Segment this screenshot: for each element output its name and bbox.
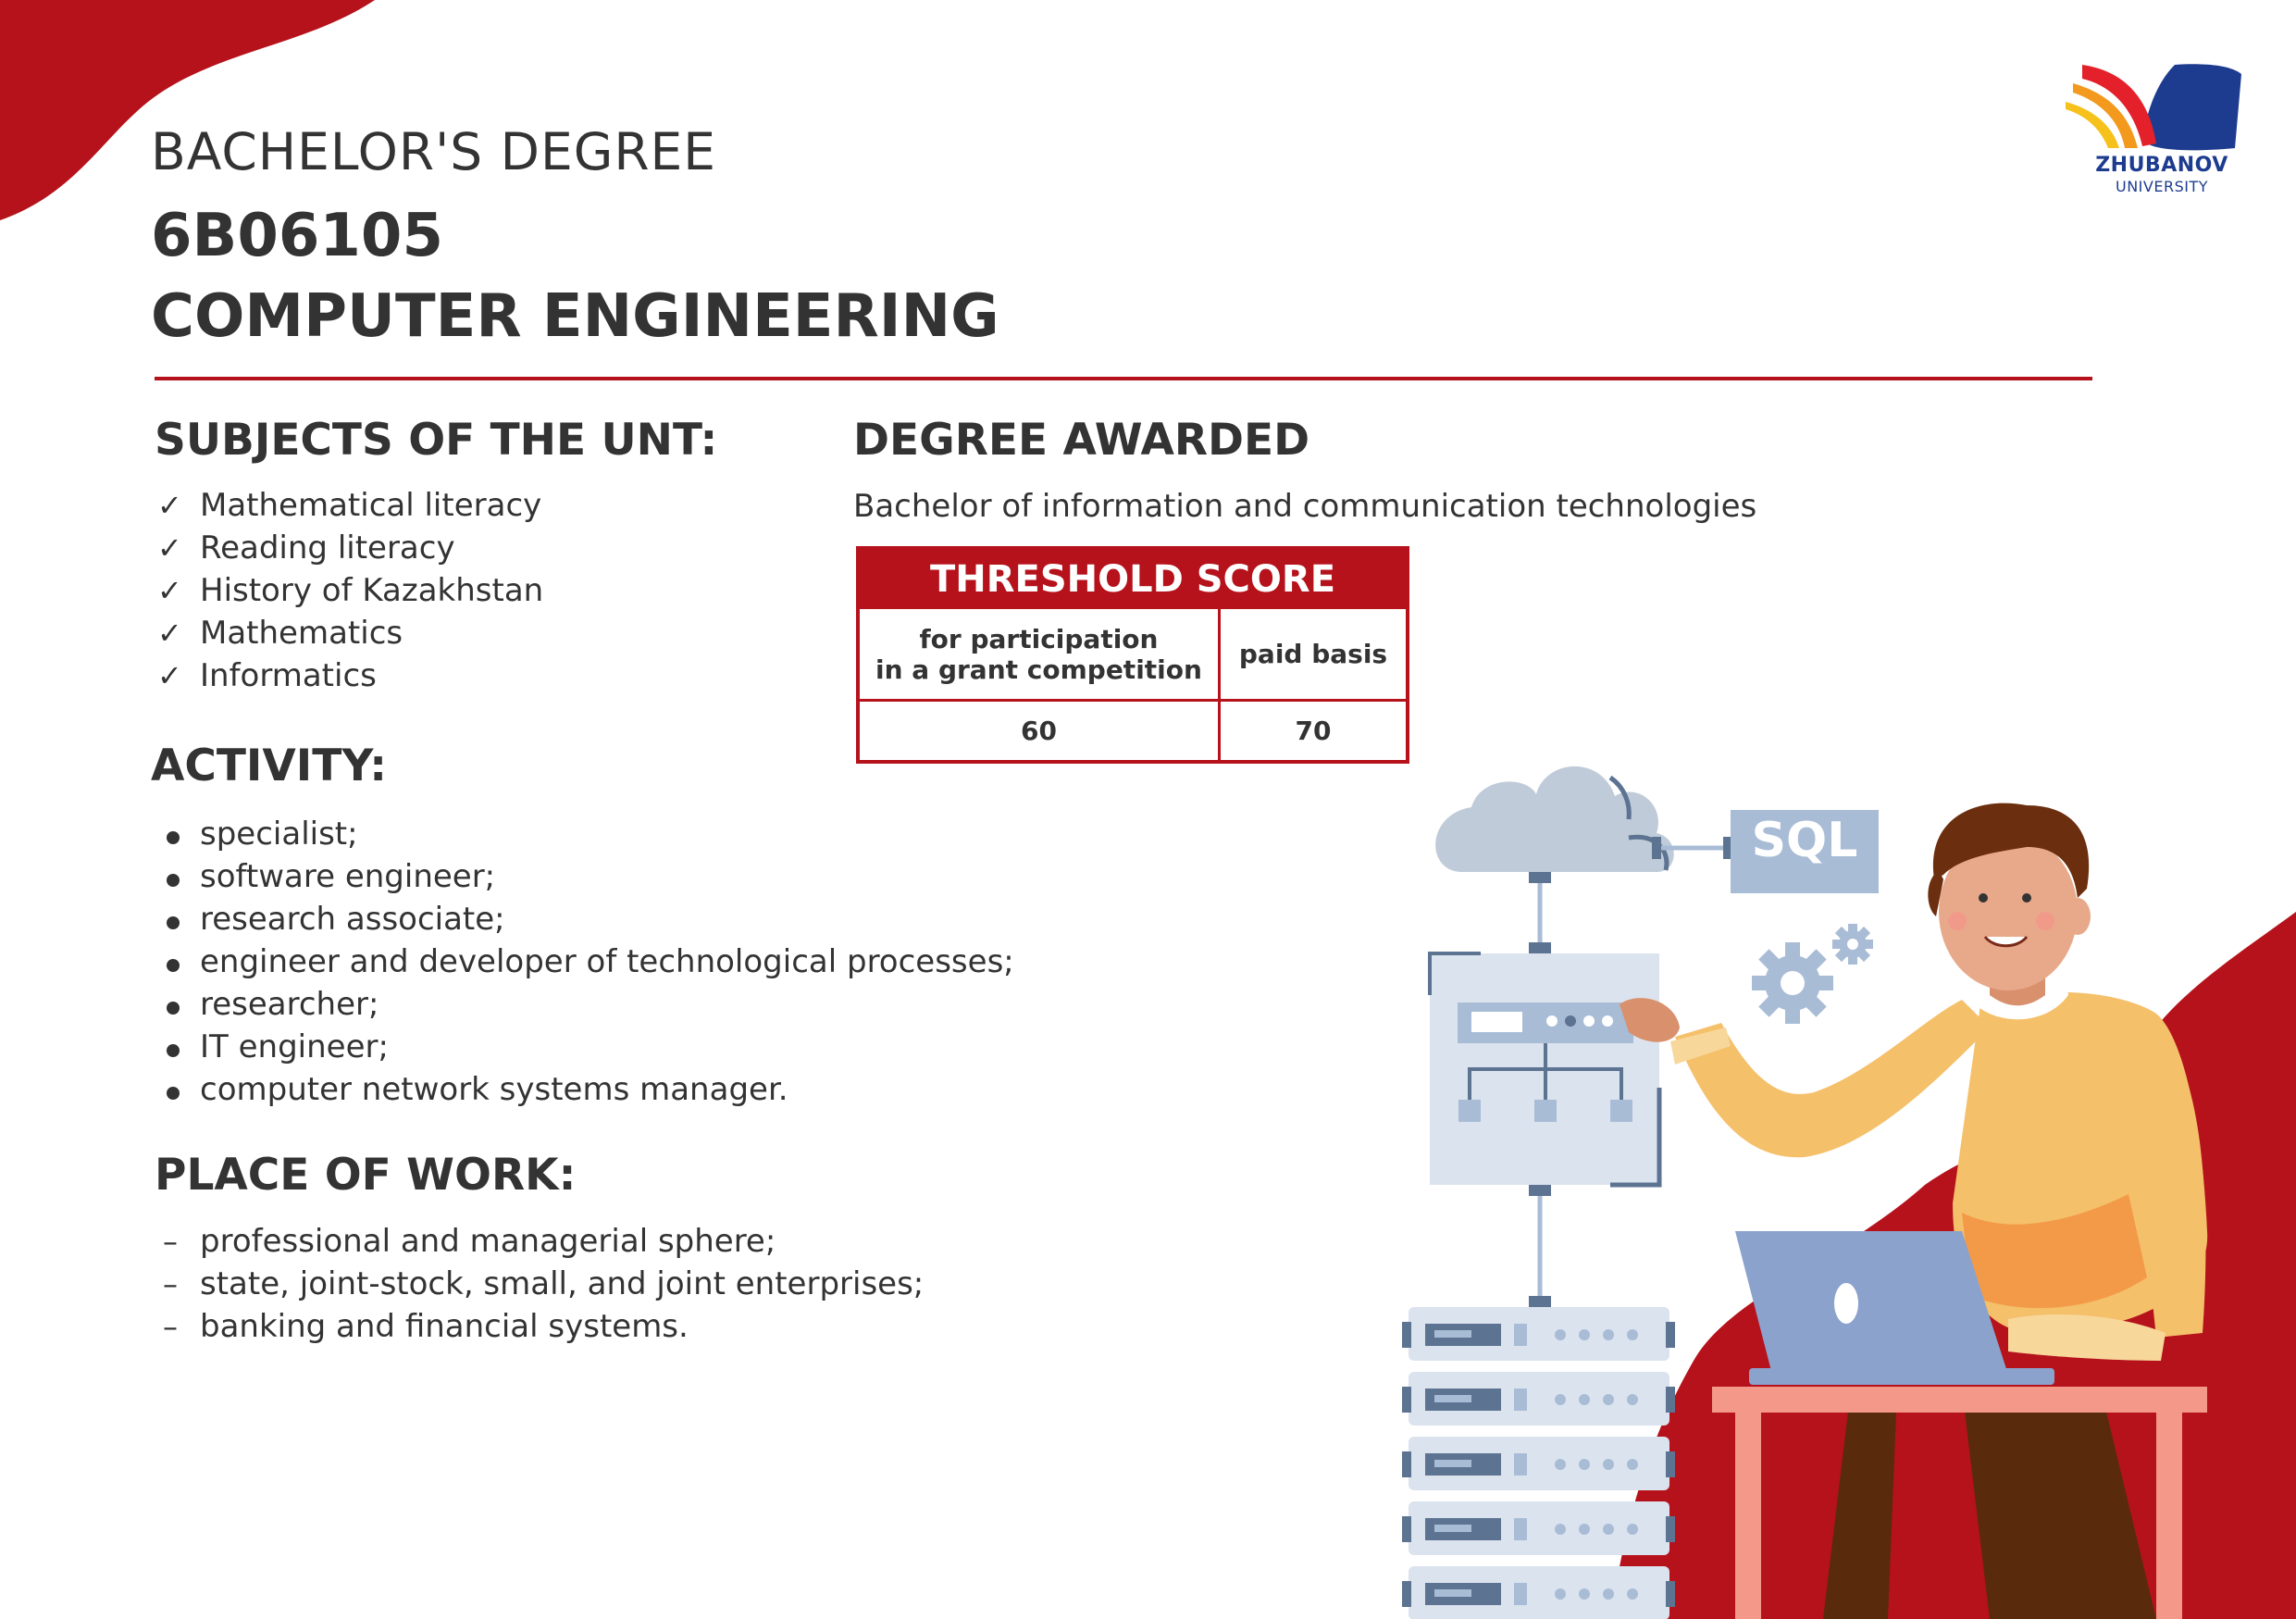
dash-icon: – xyxy=(163,1224,178,1259)
bullet-icon xyxy=(157,1068,191,1111)
dash-icon: – xyxy=(163,1309,178,1344)
subjects-list xyxy=(157,484,543,697)
bullet-icon xyxy=(157,855,191,898)
network-panel xyxy=(1430,942,1659,1196)
check-icon: ✓ xyxy=(157,616,182,651)
university-logo-icon xyxy=(2066,64,2241,150)
threshold-title: THRESHOLD SCORE xyxy=(860,550,1406,609)
bullet-icon xyxy=(157,1026,191,1068)
list-item: ✓ Reading literacy xyxy=(157,527,543,569)
header-divider xyxy=(155,377,2092,380)
degree-text: Bachelor of information and communication technologies xyxy=(853,488,1757,525)
list-item: ✓ Mathematical literacy xyxy=(157,484,543,527)
list-item: – banking and financial systems. xyxy=(157,1305,924,1348)
list-item: engineer and developer of technological processes; xyxy=(157,940,1014,983)
list-item: – professional and managerial sphere; xyxy=(157,1220,924,1263)
paid-column-header: paid basis xyxy=(1221,609,1406,702)
program-code: 6B06105 xyxy=(151,202,443,270)
list-item: – state, joint-stock, small, and joint enterprises; xyxy=(157,1263,924,1305)
check-icon: ✓ xyxy=(157,658,182,693)
sql-label: SQL xyxy=(1751,813,1858,868)
list-item: specialist; xyxy=(157,813,1014,855)
bullet-icon xyxy=(157,813,191,855)
list-item: IT engineer; xyxy=(157,1026,1014,1068)
grant-score: 60 xyxy=(860,702,1221,760)
grant-column-header: for participation in a grant competition xyxy=(860,609,1221,702)
program-name: COMPUTER ENGINEERING xyxy=(151,282,999,351)
gears-icon xyxy=(1752,924,1873,1024)
work-heading: PLACE OF WORK: xyxy=(155,1150,577,1201)
check-icon: ✓ xyxy=(157,530,182,566)
list-item: ✓ History of Kazakhstan xyxy=(157,569,543,612)
threshold-table xyxy=(856,546,1409,764)
check-icon: ✓ xyxy=(157,573,182,608)
dash-icon: – xyxy=(163,1266,178,1301)
server-rack xyxy=(1402,1296,1675,1619)
list-item: computer network systems manager. xyxy=(157,1068,1014,1111)
degree-heading: DEGREE AWARDED xyxy=(853,415,1310,466)
cloud-icon xyxy=(1435,766,1674,883)
check-icon: ✓ xyxy=(157,488,182,523)
logo-name: ZHUBANOV xyxy=(2095,154,2228,177)
list-item: researcher; xyxy=(157,983,1014,1026)
work-list xyxy=(157,1220,924,1348)
bullet-icon xyxy=(157,898,191,940)
red-corner-shape xyxy=(0,0,375,220)
logo-subtitle: UNIVERSITY xyxy=(2116,178,2208,195)
paid-score: 70 xyxy=(1295,716,1332,746)
degree-level: BACHELOR'S DEGREE xyxy=(151,122,717,181)
list-item: ✓ Informatics xyxy=(157,654,543,697)
activity-heading: ACTIVITY: xyxy=(151,741,388,791)
list-item: research associate; xyxy=(157,898,1014,940)
activity-list xyxy=(157,813,1014,1111)
list-item: ✓ Mathematics xyxy=(157,612,543,654)
subjects-heading: SUBJECTS OF THE UNT: xyxy=(155,415,718,466)
bullet-icon xyxy=(157,940,191,983)
bullet-icon xyxy=(157,983,191,1026)
list-item: software engineer; xyxy=(157,855,1014,898)
